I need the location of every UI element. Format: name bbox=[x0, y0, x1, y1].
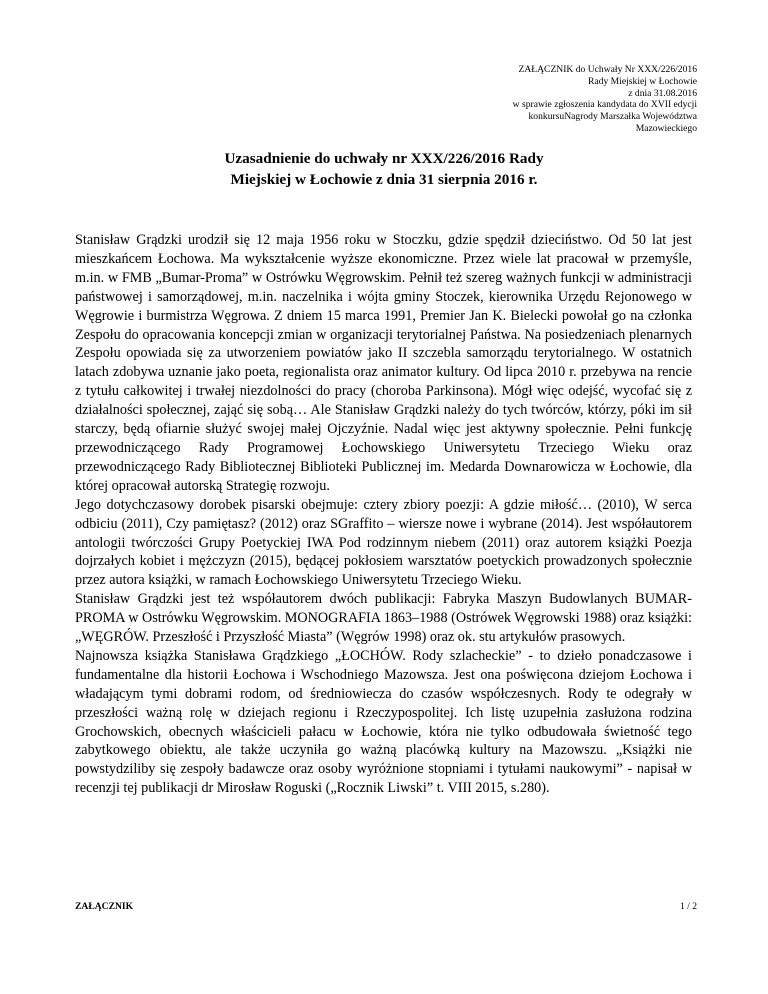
page-number: 1 / 2 bbox=[679, 901, 697, 912]
attachment-line-5: konkursuNagrody Marszałka Województwa bbox=[528, 111, 697, 123]
paragraph-biography: Stanisław Grądzki urodził się 12 maja 1956 roku w Stoczku, gdzie spędził dzieciństwo. Od 50 lat jest mieszkańcem Łochowa. Ma wykształcenie wyższe ekonomiczne. Przez wiele lat pracował w przemyśle, m.in. w FMB „Bumar-Proma” w Ostrówku Węgrowskim. Pełnił też szereg ważnych funkcji w administracji państwowej i samorządowej, m.in. naczelnika i wójta gminy Stoczek, kierownika Urzędu Rejonowego w Węgrowie i burmistrza Węgrowa. Z dniem 15 marca 1991, Premier Jan K. Bielecki powołał go na członka Zespołu do opracowania koncepcji zmian w organizacji terytorialnej Państwa. Na posiedzeniach plenarnych Zespołu opowiada się za utworzeniem powiatów jako II szczebla samorządu terytorialnego. W ostatnich latach zdobywa uznanie jako poeta, regionalista oraz animator kultury. Od lipca 2010 r. przebywa na rencie z tytułu całkowitej i trwałej niezdolności do pracy (choroba Parkinsona). Mógł więc odejść, wycofać się z działalności społecznej, zająć się sobą… Ale Stanisław Grądzki należy do tych twórców, którzy, póki im sił starczy, będą ofiarnie służyć swojej małej Ojczyźnie. Nadal więc jest aktywny społecznie. Pełni funkcję przewodniczącego Rady Programowej Łochowskiego Uniwersytetu Trzeciego Wieku oraz przewodniczącego Rady Bibliotecznej Biblioteki Publicznej im. Medarda Downarowicza w Łochowie, dla której opracował autorską Strategię rozwoju. bbox=[75, 232, 692, 494]
title-line-1: Uzasadnienie do uchwały nr XXX/226/2016 Rady bbox=[224, 150, 544, 167]
attachment-line-2: Rady Miejskiej w Łochowie bbox=[588, 75, 697, 87]
document-body bbox=[75, 231, 692, 798]
attachment-line-3: z dnia 31.08.2016 bbox=[628, 87, 697, 99]
attachment-line-1: ZAŁĄCZNIK do Uchwały Nr XXX/226/2016 bbox=[518, 64, 697, 75]
footer-label: ZAŁĄCZNIK bbox=[75, 901, 134, 912]
paragraph-writings: Jego dotychczasowy dorobek pisarski obejmuje: cztery zbiory poezji: A gdzie miłość… (2010), W serca odbiciu (2011), Czy pamiętasz? (2012) oraz SGraffito – wiersze nowe i wybrane (2014). Jest współautorem antologii twórczości Grupy Poetyckiej IWA Pod rodzinnym niebem (2011) oraz autorem książki Poezja dojrzałych kobiet i mężczyzn (2015), będącej pokłosiem warsztatów poetyckich prowadzonych społecznie przez autora książki, w ramach Łochowskiego Uniwersytetu Trzeciego Wieku. bbox=[75, 496, 692, 589]
paragraph-publications: Stanisław Grądzki jest też współautorem dwóch publikacji: Fabryka Maszyn Budowlanych BUMAR-PROMA w Ostrówku Węgrowskim. MONOGRAFIA 1863–1988 (Ostrówek Węgrowski 1988) oraz książki: „WĘGRÓW. Przeszłość i Przyszłość Miasta” (Węgrów 1998) oraz ok. stu artykułów prasowych. bbox=[75, 591, 692, 646]
attachment-header bbox=[513, 64, 697, 135]
attachment-line-4: w sprawie zgłoszenia kandydata do XVII edycji bbox=[512, 99, 697, 111]
title-line-2: Miejskiej w Łochowie z dnia 31 sierpnia 2016 r. bbox=[230, 171, 538, 188]
attachment-line-6: Mazowieckiego bbox=[635, 122, 697, 134]
document-title bbox=[80, 148, 688, 190]
paragraph-latest-book: Najnowsza książka Stanisława Grądzkiego „ŁOCHÓW. Rody szlacheckie” - to dzieło ponadczasowe i fundamentalne dla historii Łochowa i Wschodniego Mazowsza. Jest ona poświęcona dziejom Łochowa i władającym tymi dobrami rodom, od średniowiecza do czasów współczesnych. Rody te odegrały w przeszłości ważną rolę w dziejach regionu i Rzeczypospolitej. Ich listę uzupełnia zasłużona rodzina Grochowskich, obecnych właścicieli pałacu w Łochowie, która nie tylko odbudowała świetność tego zabytkowego obiektu, ale także uczyniła go ważną placówką kultury na Mazowszu. „Książki nie powstydziliby się zespoły badawcze oraz osoby wyróżnione stopniami i tytułami naukowymi” - napisał w recenzji tej publikacji dr Mirosław Roguski („Rocznik Liwski” t. VIII 2015, s.280). bbox=[75, 647, 692, 797]
